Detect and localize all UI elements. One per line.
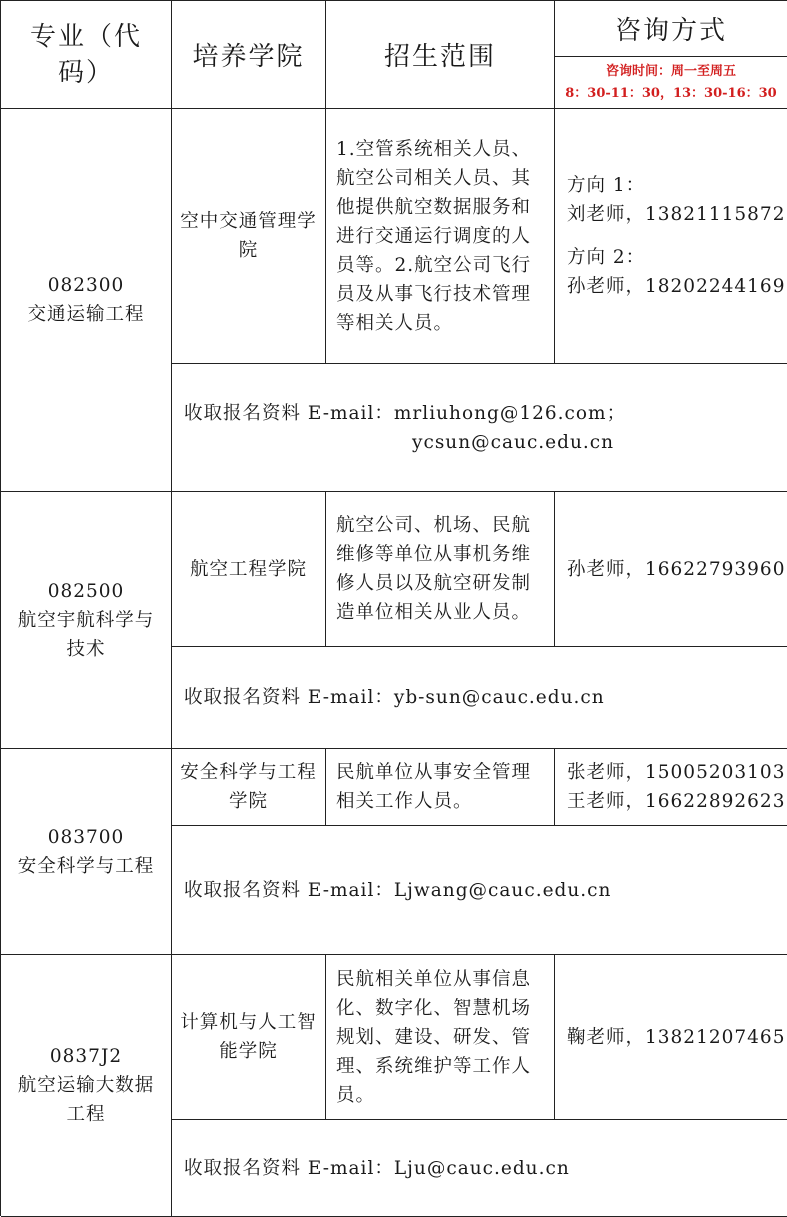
major-name: 交通运输工程 — [27, 304, 145, 325]
email-cell — [172, 826, 787, 955]
major-name: 安全科学与工程 — [17, 855, 155, 877]
contact-text: 鞠老师，13821207465 — [567, 1026, 786, 1048]
consult-time-days: 咨询时间：周一至周五 — [605, 63, 736, 79]
contact-cell — [555, 109, 787, 364]
major-code: 0837J2 — [49, 1046, 123, 1067]
major-cell-082500 — [1, 492, 172, 749]
school-name: 空中交通管理学院 — [180, 211, 317, 261]
header-scope-label: 招生范围 — [383, 42, 496, 72]
major-code: 082500 — [47, 580, 125, 602]
major-name: 航空运输大数据工程 — [17, 1075, 155, 1125]
school-name: 航空工程学院 — [189, 558, 307, 580]
header-contact — [555, 1, 787, 57]
scope-text: 民航相关单位从事信息化、数字化、智慧机场规划、建设、研发、管理、系统维护等工作人员。 — [336, 968, 532, 1106]
email-cell — [172, 364, 787, 492]
contact-direction-2: 孙老师，18202244169 — [567, 276, 786, 297]
scope-cell — [326, 955, 555, 1120]
email-link[interactable]: Lju@cauc.edu.cn — [393, 1157, 570, 1179]
major-code: 083700 — [47, 826, 125, 848]
school-cell — [172, 955, 326, 1120]
school-cell — [172, 109, 326, 364]
scope-text: 民航单位从事安全管理相关工作人员。 — [336, 762, 532, 812]
scope-cell — [326, 109, 555, 364]
header-contact-label: 咨询方式 — [614, 16, 727, 46]
major-cell-0837J2 — [1, 955, 172, 1217]
contact-text: 王老师，16622892623 — [567, 791, 786, 812]
contact-cell — [555, 955, 787, 1120]
school-name: 计算机与人工智能学院 — [180, 1012, 317, 1062]
scope-text: 1.空管系统相关人员、航空公司相关人员、其他提供航空数据服务和进行交通运行调度的人员等。2.航空公司飞行员及从事飞行技术管理等相关人员。 — [336, 138, 532, 334]
consult-time — [555, 57, 787, 109]
header-school-label: 培养学院 — [192, 42, 305, 72]
email-prefix: 收取报名资料 E-mail： — [184, 1157, 394, 1179]
contact-text: 张老师，15005203103 — [567, 762, 786, 783]
scope-cell — [326, 492, 555, 647]
consult-time-hours: 8：30-11：30，13：30-16：30 — [565, 85, 777, 101]
contact-cell — [555, 749, 787, 826]
major-code: 082300 — [47, 275, 125, 296]
contact-cell — [555, 492, 787, 647]
email-link[interactable]: yb-sun@cauc.edu.cn — [393, 687, 605, 708]
email-cell — [172, 647, 787, 749]
contact-text: 孙老师，16622793960 — [567, 558, 786, 580]
email-link[interactable]: mrliuhong@126.com； — [393, 402, 627, 424]
email-link[interactable]: Ljwang@cauc.edu.cn — [393, 879, 612, 901]
major-cell-083700 — [1, 749, 172, 955]
contact-direction-1: 刘老师，13821115872 — [567, 204, 786, 225]
school-cell — [172, 749, 326, 826]
header-scope — [326, 1, 555, 109]
email-link[interactable]: ycsun@cauc.edu.cn — [412, 431, 615, 453]
contact-direction-1-label: 方向 1： — [567, 175, 646, 196]
school-cell — [172, 492, 326, 647]
header-major — [1, 1, 172, 109]
header-major-label: 专业（代码） — [29, 21, 142, 88]
email-prefix: 收取报名资料 E-mail： — [184, 687, 394, 708]
header-school — [172, 1, 326, 109]
major-cell-082300 — [1, 109, 172, 492]
contact-direction-2-label: 方向 2： — [567, 247, 646, 268]
email-prefix: 收取报名资料 E-mail： — [184, 402, 394, 424]
major-name: 航空宇航科学与技术 — [17, 609, 155, 660]
school-name: 安全科学与工程学院 — [180, 762, 317, 812]
scope-text: 航空公司、机场、民航维修等单位从事机务维修人员以及航空研发制造单位相关从业人员。 — [336, 515, 532, 623]
email-prefix: 收取报名资料 E-mail： — [184, 879, 394, 901]
email-cell — [172, 1120, 787, 1217]
scope-cell — [326, 749, 555, 826]
